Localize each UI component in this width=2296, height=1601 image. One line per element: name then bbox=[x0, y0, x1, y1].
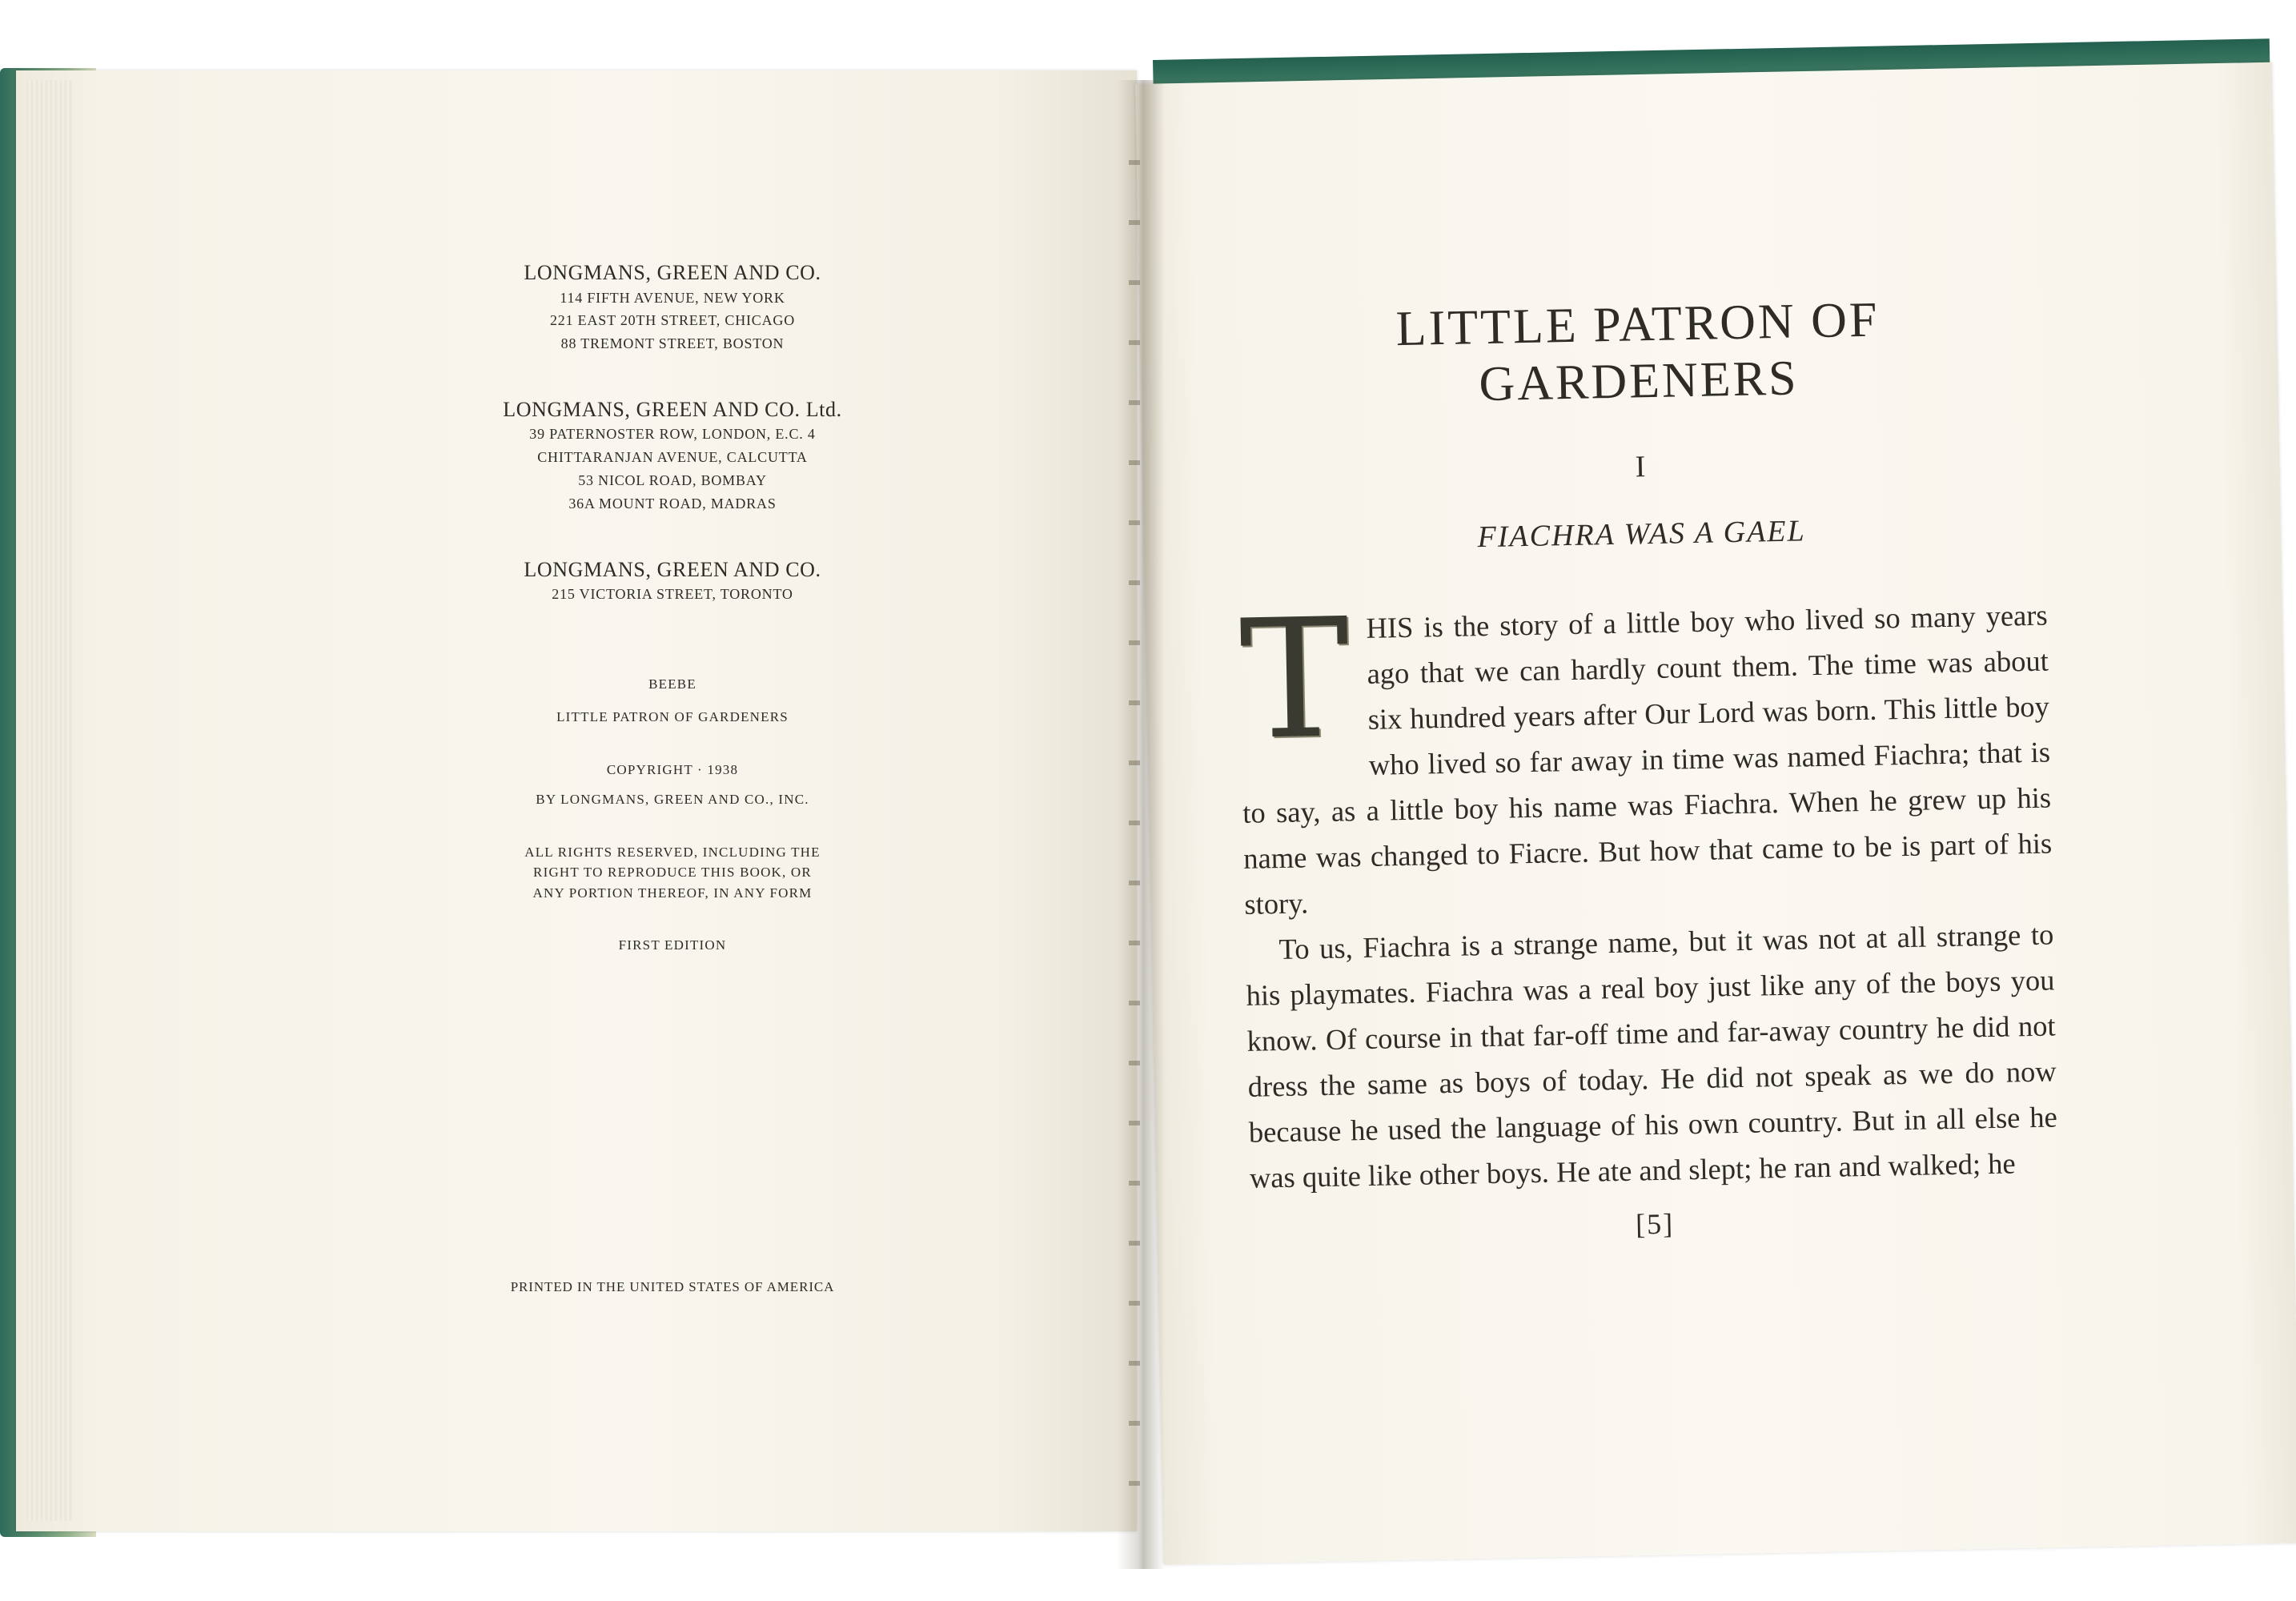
binding-stitches bbox=[1129, 160, 1140, 1521]
book-title-small: LITTLE PATRON OF GARDENERS bbox=[556, 709, 789, 725]
imprint-us bbox=[448, 260, 897, 355]
address-line: 39 PATERNOSTER ROW, LONDON, E.C. 4 bbox=[529, 426, 816, 443]
title-line-1: LITTLE PATRON OF bbox=[1395, 292, 1881, 357]
chapter-number: I bbox=[1635, 449, 1646, 484]
left-page-edges bbox=[27, 80, 74, 1521]
title-line-2: GARDENERS bbox=[1478, 351, 1800, 412]
address-line: 221 EAST 20TH STREET, CHICAGO bbox=[549, 312, 796, 329]
paragraph-1 bbox=[1238, 583, 2053, 926]
publisher-name: LONGMANS, GREEN AND CO. bbox=[524, 261, 821, 284]
publisher-name: LONGMANS, GREEN AND CO. bbox=[524, 557, 821, 581]
rights-line: RIGHT TO REPRODUCE THIS BOOK, OR bbox=[533, 865, 812, 881]
copyright-holder: BY LONGMANS, GREEN AND CO., INC. bbox=[536, 792, 809, 808]
address-line: 36A MOUNT ROAD, MADRAS bbox=[568, 495, 777, 512]
edition-line: FIRST EDITION bbox=[618, 937, 727, 953]
copyright-line: COPYRIGHT · 1938 bbox=[606, 761, 739, 777]
rights-line: ANY PORTION THEREOF, IN ANY FORM bbox=[532, 885, 813, 901]
publisher-name: LONGMANS, GREEN AND CO. Ltd. bbox=[503, 397, 842, 421]
paragraph-2: To us, Fiachra is a strange name, but it was not at all strange to his playmates. Fiachra was a real boy just like any of the boys you know. Of course in that far-off time and far-away country he did not dress the same as boys of today. He did not speak as we do now because he used the language of his own country. But in all else he was quite like other boys. He ate and slept; he ran and walked; he bbox=[1246, 917, 2058, 1194]
chapter-heading bbox=[1233, 289, 2044, 419]
paragraph-1-text: HIS is the story of a little boy who lived so many years ago that we can hardly count them. The time was about six hundred years after Our Lord was born. This little boy who lived so far away in time was named Fiachra; that is to say, as a little boy his name was Fiachra. When he grew up his name was changed to Fiacre. But how that came to be is part of his story. bbox=[1242, 598, 2053, 921]
rights-line: ALL RIGHTS RESERVED, INCLUDING THE bbox=[524, 844, 821, 860]
rights-statement bbox=[448, 842, 897, 904]
chapter-opening bbox=[1233, 289, 2059, 1249]
address-line: 88 TREMONT STREET, BOSTON bbox=[560, 335, 785, 352]
address-line: 215 VICTORIA STREET, TORONTO bbox=[552, 586, 793, 603]
page-number: [5] bbox=[1635, 1207, 1675, 1241]
book-gutter bbox=[1117, 80, 1165, 1569]
publisher-imprint bbox=[448, 260, 897, 956]
address-line: 53 NICOL ROAD, BOMBAY bbox=[578, 471, 767, 488]
address-line: CHITTARANJAN AVENUE, CALCUTTA bbox=[537, 449, 808, 466]
imprint-uk bbox=[448, 397, 897, 516]
author-name: BEEBE bbox=[648, 676, 696, 692]
drop-cap: T bbox=[1238, 583, 1352, 776]
story-text bbox=[1238, 583, 2058, 1200]
imprint-ca bbox=[448, 557, 897, 606]
address-line: 114 FIFTH AVENUE, NEW YORK bbox=[560, 289, 785, 306]
printed-in-line: PRINTED IN THE UNITED STATES OF AMERICA bbox=[510, 1279, 835, 1294]
chapter-title: FIACHRA WAS A GAEL bbox=[1477, 513, 1807, 554]
